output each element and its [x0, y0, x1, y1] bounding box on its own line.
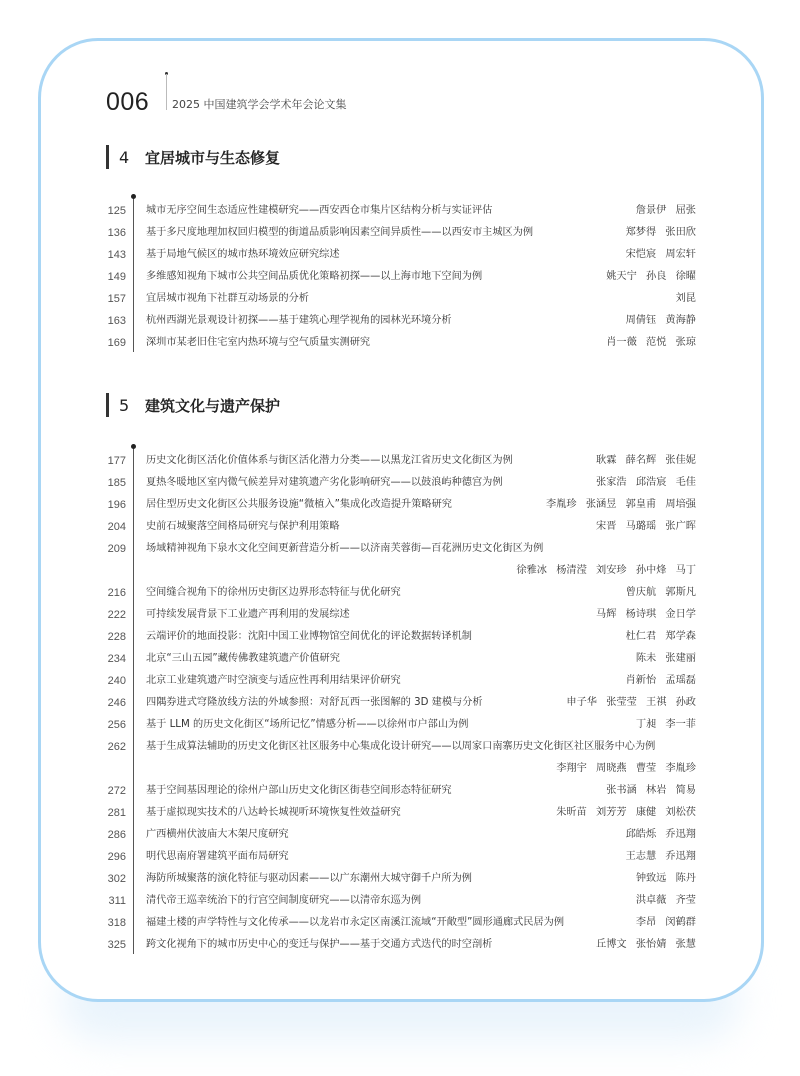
- toc-entry[interactable]: [100, 538, 696, 582]
- toc-page-number: 296: [107, 851, 126, 863]
- toc-entry-title[interactable]: 夏热冬暖地区室内微气候差异对建筑遗产劣化影响研究——以鼓浪屿种德宫为例: [146, 477, 503, 488]
- toc-entry-title[interactable]: 基于 LLM 的历史文化街区“场所记忆”情感分析——以徐州市户部山为例: [146, 719, 469, 730]
- toc-page-number: 311: [108, 895, 126, 907]
- toc-page-number: 216: [107, 587, 126, 599]
- page-number: 006: [106, 88, 150, 116]
- toc-entry-authors: 丘博文 张怡婧 张慧: [596, 939, 696, 950]
- toc-entry[interactable]: [100, 222, 696, 244]
- toc-entry[interactable]: [100, 244, 696, 266]
- toc-entry[interactable]: [100, 472, 696, 494]
- toc-list-section-4: [100, 200, 696, 354]
- toc-entry-title[interactable]: 基于局地气候区的城市热环境效应研究综述: [146, 249, 340, 260]
- toc-timeline-line: [133, 446, 134, 954]
- toc-page-number: 143: [107, 249, 126, 261]
- toc-list-section-5: [100, 450, 696, 956]
- toc-entry-authors: 肖一薇 范悦 张琼: [606, 337, 696, 348]
- toc-entry-authors: 朱昕苗 刘芳芳 康健 刘松茯: [556, 807, 696, 818]
- toc-entry-authors: 李翔宇 周晓燕 曹莹 李胤珍: [556, 763, 696, 774]
- toc-entry-title[interactable]: 清代帝王巡幸统治下的行宫空间制度研究——以清帝东巡为例: [146, 895, 422, 906]
- toc-entry[interactable]: [100, 868, 696, 890]
- toc-page-number: 240: [107, 675, 126, 687]
- toc-timeline-dot: [131, 444, 136, 449]
- toc-page-number: 169: [107, 337, 126, 349]
- section-bar: [106, 145, 109, 169]
- toc-entry-authors: 李昂 闵鹤群: [635, 917, 696, 928]
- toc-entry-authors: 丁昶 李一菲: [635, 719, 696, 730]
- toc-entry-authors: 刘昆: [675, 293, 696, 304]
- toc-entry-title[interactable]: 可持续发展背景下工业遗产再利用的发展综述: [146, 609, 350, 620]
- section-number: 4: [119, 147, 130, 167]
- toc-page-number: 125: [107, 205, 126, 217]
- toc-entry[interactable]: [100, 692, 696, 714]
- toc-entry-title[interactable]: 云端评价的地面投影：沈阳中国工业博物馆空间优化的评论数据转译机制: [146, 631, 472, 642]
- toc-entry[interactable]: [100, 890, 696, 912]
- toc-page-number: 281: [107, 807, 126, 819]
- toc-entry-title[interactable]: 基于空间基因理论的徐州户部山历史文化街区街巷空间形态特征研究: [146, 785, 452, 796]
- section-heading-4: [106, 145, 280, 169]
- toc-page-number: 196: [107, 499, 126, 511]
- toc-timeline-line: [133, 196, 134, 352]
- toc-page-number: 185: [107, 477, 126, 489]
- toc-entry-authors: 邱皓烁 乔迅翔: [625, 829, 696, 840]
- toc-entry-authors: 杜仁君 郑学森: [625, 631, 696, 642]
- toc-entry-authors: 郑梦得 张田欣: [625, 227, 696, 238]
- toc-entry[interactable]: [100, 310, 696, 332]
- toc-entry[interactable]: [100, 780, 696, 802]
- toc-page-number: 136: [107, 227, 126, 239]
- toc-page-number: 272: [107, 785, 126, 797]
- toc-entry-title[interactable]: 福建土楼的声学特性与文化传承——以龙岩市永定区南溪江流域“开敞型”圆形通廊式民居为例: [146, 917, 565, 928]
- toc-entry[interactable]: [100, 824, 696, 846]
- toc-entry-authors: 钟致远 陈丹: [635, 873, 696, 884]
- toc-entry-authors: 王志慧 乔迅翔: [625, 851, 696, 862]
- toc-entry[interactable]: [100, 846, 696, 868]
- section-title: 建筑文化与遗产保护: [145, 396, 281, 415]
- toc-entry-title[interactable]: 居住型历史文化街区公共服务设施“微植入”集成化改造提升策略研究: [146, 499, 452, 510]
- toc-entry-title[interactable]: 明代思南府署建筑平面布局研究: [146, 851, 289, 862]
- toc-entry-title[interactable]: 北京工业建筑遗产时空演变与适应性再利用结果评价研究: [146, 675, 401, 686]
- toc-page-number: 302: [107, 873, 126, 885]
- toc-entry[interactable]: [100, 200, 696, 222]
- toc-entry-authors: 宋晋 马璐瑶 张广晖: [596, 521, 696, 532]
- toc-page-number: 163: [107, 315, 126, 327]
- toc-entry-title[interactable]: 多维感知视角下城市公共空间品质优化策略初探——以上海市地下空间为例: [146, 271, 483, 282]
- toc-entry[interactable]: [100, 626, 696, 648]
- toc-page-number: 262: [107, 741, 126, 753]
- header-divider: [166, 74, 167, 110]
- toc-entry-authors: 李胤珍 张涵昱 郭皇甫 周培强: [546, 499, 696, 510]
- toc-page-number: 157: [107, 293, 126, 305]
- toc-entry-title[interactable]: 北京“三山五园”藏传佛教建筑遗产价值研究: [146, 653, 340, 664]
- toc-page-number: 177: [107, 455, 126, 467]
- toc-entry-authors: 耿霖 薛名辉 张佳妮: [596, 455, 696, 466]
- section-title: 宜居城市与生态修复: [145, 148, 281, 167]
- toc-entry-authors: 陈未 张建丽: [635, 653, 696, 664]
- toc-page-number: 234: [107, 653, 126, 665]
- toc-entry-authors: 张家浩 邱浩宸 毛佳: [596, 477, 696, 488]
- toc-entry-title[interactable]: 空间缝合视角下的徐州历史街区边界形态特征与优化研究: [146, 587, 401, 598]
- toc-entry[interactable]: [100, 494, 696, 516]
- toc-entry[interactable]: [100, 582, 696, 604]
- toc-page-number: 149: [107, 271, 126, 283]
- toc-entry-title[interactable]: 广西横州伏波庙大木架尺度研究: [146, 829, 289, 840]
- toc-entry-authors: 申子华 张莹莹 王祺 孙政: [566, 697, 696, 708]
- toc-entry-title[interactable]: 基于多尺度地理加权回归模型的街道品质影响因素空间异质性——以西安市主城区为例: [146, 227, 534, 238]
- toc-entry-authors: 曾庆航 郭斯凡: [625, 587, 696, 598]
- toc-page-number: 204: [107, 521, 126, 533]
- toc-entry[interactable]: [100, 648, 696, 670]
- toc-entry[interactable]: [100, 288, 696, 310]
- toc-page-number: 228: [107, 631, 126, 643]
- toc-entry-title[interactable]: 基于生成算法辅助的历史文化街区社区服务中心集成化设计研究——以周家口南寨历史文化街区社区服务中心为例: [146, 741, 656, 752]
- toc-entry-title[interactable]: 四隅券进式穹隆放线方法的外域参照：对舒瓦西一张图解的 3D 建模与分析: [146, 697, 483, 708]
- toc-entry-title[interactable]: 宜居城市视角下社群互动场景的分析: [146, 293, 309, 304]
- toc-entry[interactable]: [100, 934, 696, 956]
- toc-entry[interactable]: [100, 802, 696, 824]
- toc-entry[interactable]: [100, 714, 696, 736]
- toc-entry-authors: 姚天宁 孙良 徐曜: [606, 271, 696, 282]
- toc-entry-title[interactable]: 基于虚拟现实技术的八达岭长城视听环境恢复性效益研究: [146, 807, 401, 818]
- section-heading-5: [106, 393, 280, 417]
- toc-page-number: 246: [107, 697, 126, 709]
- toc-entry-authors: 宋恺宸 周宏轩: [625, 249, 696, 260]
- book-title: 2025 中国建筑学会学术年会论文集: [172, 98, 347, 111]
- toc-page-number: 325: [107, 939, 126, 951]
- toc-page-number: 256: [107, 719, 126, 731]
- toc-entry-title[interactable]: 深圳市某老旧住宅室内热环境与空气质量实测研究: [146, 337, 371, 348]
- toc-entry[interactable]: [100, 332, 696, 354]
- toc-entry-title[interactable]: 海防所城聚落的演化特征与驱动因素——以广东潮州大城守御千户所为例: [146, 873, 472, 884]
- toc-entry[interactable]: [100, 266, 696, 288]
- toc-entry-authors: 詹景伊 屈张: [635, 205, 696, 216]
- section-bar: [106, 393, 109, 417]
- toc-entry-authors: 洪卓薇 齐莹: [635, 895, 696, 906]
- toc-entry-title[interactable]: 场域精神视角下泉水文化空间更新营造分析——以济南芙蓉街—百花洲历史文化街区为例: [146, 543, 544, 554]
- toc-entry-title[interactable]: 城市无序空间生态适应性建模研究——西安西仓市集片区结构分析与实证评估: [146, 205, 493, 216]
- toc-entry-title[interactable]: 跨文化视角下的城市历史中心的变迁与保护——基于交通方式迭代的时空剖析: [146, 939, 493, 950]
- toc-timeline-dot: [131, 194, 136, 199]
- toc-entry[interactable]: [100, 604, 696, 626]
- toc-page-number: 318: [107, 917, 126, 929]
- toc-entry-authors: 张书涵 林岩 简易: [606, 785, 696, 796]
- toc-entry-title[interactable]: 史前石城聚落空间格局研究与保护利用策略: [146, 521, 340, 532]
- toc-entry-authors: 马辉 杨诗琪 金日学: [596, 609, 696, 620]
- toc-page-number: 222: [107, 609, 126, 621]
- toc-page-number: 209: [107, 543, 126, 555]
- toc-entry[interactable]: [100, 736, 696, 780]
- toc-page-number: 286: [107, 829, 126, 841]
- toc-entry[interactable]: [100, 670, 696, 692]
- toc-entry-authors: 肖新怡 孟瑶磊: [625, 675, 696, 686]
- toc-entry-title[interactable]: 杭州西湖光景观设计初探——基于建筑心理学视角的园林光环境分析: [146, 315, 452, 326]
- section-number: 5: [119, 395, 130, 415]
- toc-entry[interactable]: [100, 450, 696, 472]
- toc-entry[interactable]: [100, 912, 696, 934]
- toc-entry-authors: 徐雅冰 杨清滢 刘安珍 孙中烽 马丁: [516, 565, 696, 576]
- toc-entry[interactable]: [100, 516, 696, 538]
- toc-entry-title[interactable]: 历史文化街区活化价值体系与街区活化潜力分类——以黑龙江省历史文化街区为例: [146, 455, 513, 466]
- toc-entry-authors: 周倩钰 黄海静: [625, 315, 696, 326]
